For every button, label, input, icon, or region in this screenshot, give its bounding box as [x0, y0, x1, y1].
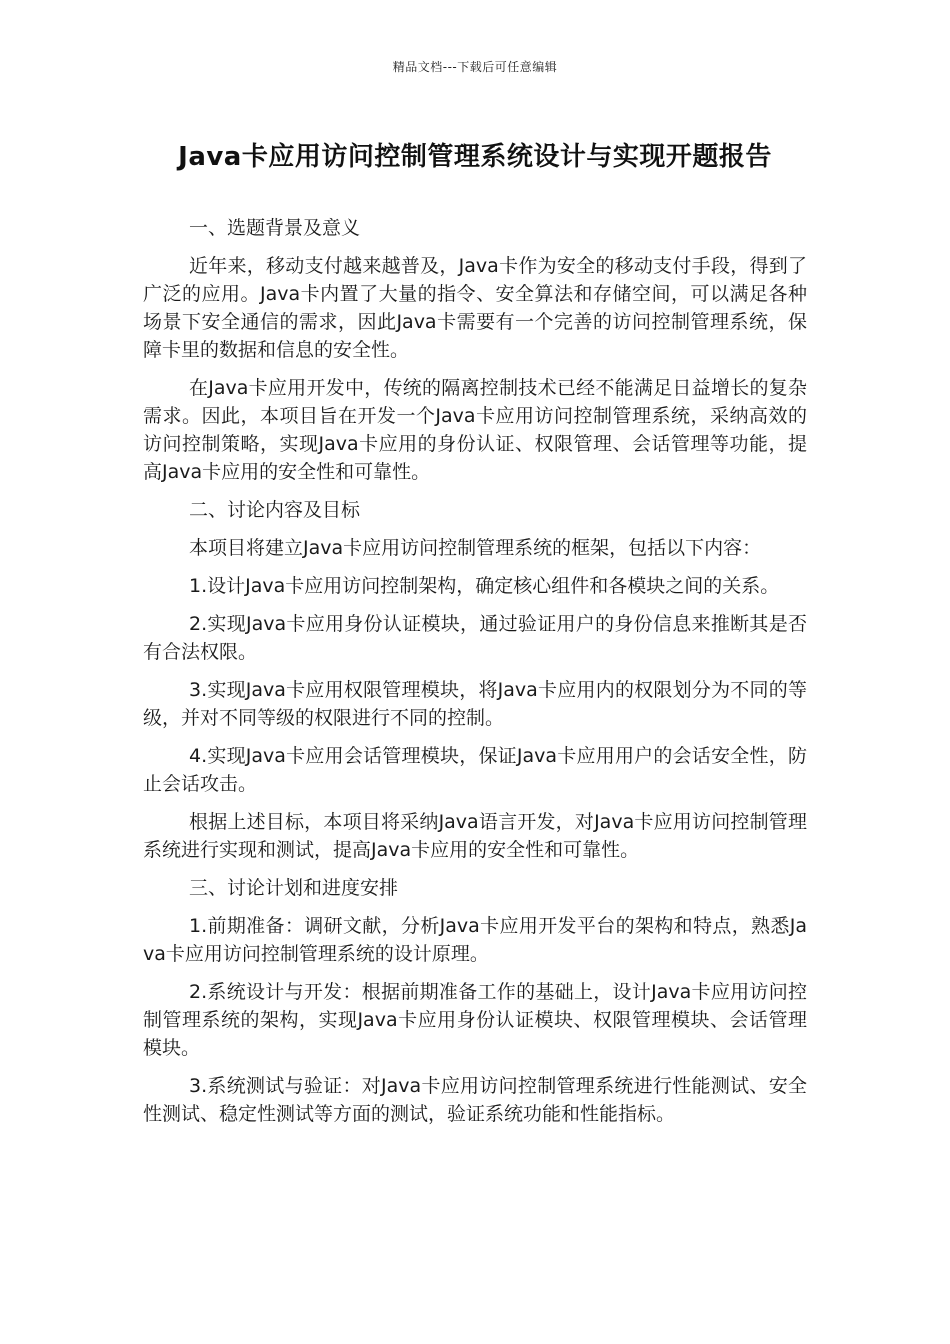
document-body — [143, 214, 807, 1138]
document-title: Java卡应用访问控制管理系统设计与实现开题报告 — [178, 142, 772, 172]
list-item: 1.设计Java卡应用访问控制架构，确定核心组件和各模块之间的关系。 — [189, 575, 780, 597]
section-background — [143, 214, 807, 486]
paragraph: 本项目将建立Java卡应用访问控制管理系统的框架，包括以下内容： — [189, 537, 762, 559]
list-item: 2.实现Java卡应用身份认证模块，通过验证用户的身份信息来推断其是否有合法权限。 — [143, 613, 807, 663]
paragraph: 在Java卡应用开发中，传统的隔离控制技术已经不能满足日益增长的复杂需求。因此，本项目旨在开发一个Java卡应用访问控制管理系统，采纳高效的访问控制策略，实现Java卡应用的身份认证、权限管理、会话管理等功能，提高Java卡应用的安全性和可靠性。 — [143, 377, 807, 483]
paragraph: 近年来，移动支付越来越普及，Java卡作为安全的移动支付手段，得到了广泛的应用。Java卡内置了大量的指令、安全算法和存储空间，可以满足各种场景下安全通信的需求，因此Java卡需要有一个完善的访问控制管理系统，保障卡里的数据和信息的安全性。 — [143, 255, 807, 361]
list-item: 2.系统设计与开发：根据前期准备工作的基础上，设计Java卡应用访问控制管理系统的架构，实现Java卡应用身份认证模块、权限管理模块、会话管理模块。 — [143, 981, 807, 1059]
list-item: 3.实现Java卡应用权限管理模块，将Java卡应用内的权限划分为不同的等级，并对不同等级的权限进行不同的控制。 — [143, 679, 807, 729]
paragraph: 根据上述目标，本项目将采纳Java语言开发，对Java卡应用访问控制管理系统进行实现和测试，提高Java卡应用的安全性和可靠性。 — [143, 811, 807, 861]
section-heading: 二、讨论内容及目标 — [189, 499, 361, 521]
header-note: 精品文档---下载后可任意编辑 — [392, 60, 558, 74]
list-item: 1.前期准备：调研文献，分析Java卡应用开发平台的架构和特点，熟悉Java卡应用访问控制管理系统的设计原理。 — [143, 915, 807, 965]
list-item: 3.系统测试与验证：对Java卡应用访问控制管理系统进行性能测试、安全性测试、稳定性测试等方面的测试，验证系统功能和性能指标。 — [143, 1075, 807, 1125]
section-plan-schedule — [143, 874, 807, 1128]
section-heading: 三、讨论计划和进度安排 — [189, 877, 399, 899]
section-research-content — [143, 496, 807, 864]
list-item: 4.实现Java卡应用会话管理模块，保证Java卡应用用户的会话安全性，防止会话攻击。 — [143, 745, 807, 795]
section-heading: 一、选题背景及意义 — [189, 217, 361, 239]
